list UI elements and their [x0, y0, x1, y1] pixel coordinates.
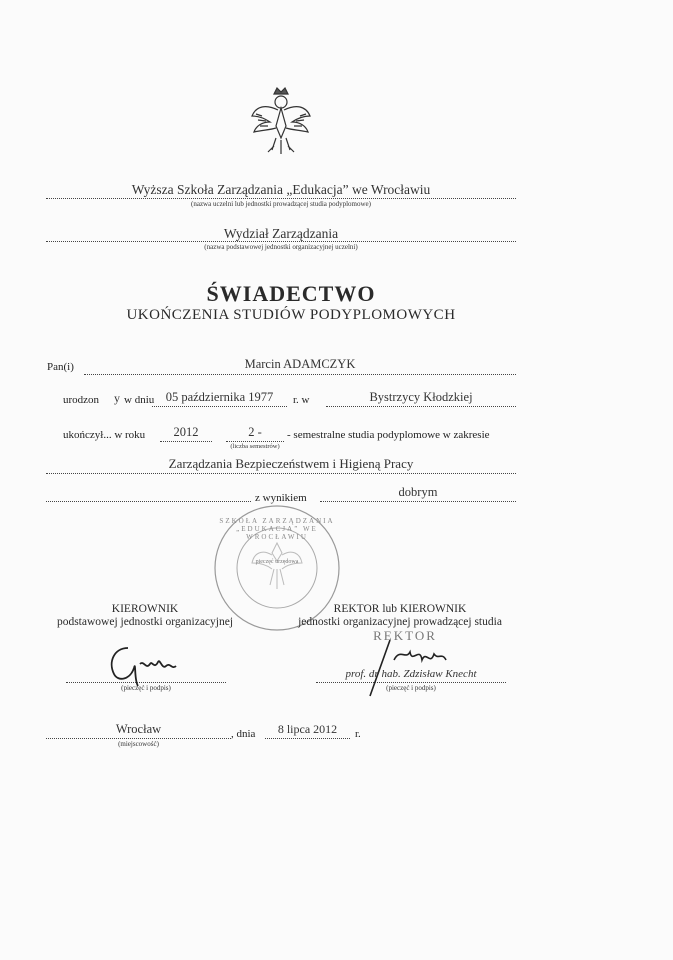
eagle-emblem-icon — [248, 86, 314, 158]
birth-date: 05 października 1977 — [165, 390, 274, 404]
result-value: dobrym — [398, 485, 438, 499]
left-sign-title: KIEROWNIK — [111, 603, 179, 615]
footer-place: Wrocław — [115, 722, 162, 736]
completed-label: ukończył... w roku — [63, 429, 146, 441]
left-sign-caption: (pieczęć i podpis) — [121, 684, 171, 692]
semesters-caption: (liczba semestrów) — [230, 443, 280, 450]
rektor-stamp: REKTOR — [373, 628, 437, 643]
seal-center-text: pieczęć urzędowa — [255, 559, 299, 565]
institution-name: Wyższa Szkoła Zarządzania „Edukacja” we Wrocławiu — [131, 182, 431, 197]
institution-caption: (nazwa uczelni lub jednostki prowadzącej studia podyplomowe) — [191, 200, 371, 208]
result-label: z wynikiem — [255, 492, 307, 504]
faculty-caption: (nazwa podstawowej jednostki organizacyjnej uczelni) — [204, 243, 358, 251]
born-suffix: y — [114, 391, 120, 405]
completion-year: 2012 — [173, 425, 199, 439]
person-name: Marcin ADAMCZYK — [244, 357, 356, 371]
right-sign-subtitle: jednostki organizacyjnej prowadzącej studia — [298, 616, 502, 628]
footer-date-label: , dnia — [231, 728, 256, 740]
right-sign-caption: (pieczęć i podpis) — [386, 684, 436, 692]
footer-place-caption: (miejscowość) — [118, 740, 159, 748]
left-sign-subtitle: podstawowej jednostki organizacyjnej — [56, 616, 234, 628]
field-of-study: Zarządzania Bezpieczeństwem i Higieną Pracy — [168, 456, 414, 471]
document-subtitle: UKOŃCZENIA STUDIÓW PODYPLOMOWYCH — [126, 307, 456, 323]
year-in-label: r. w — [293, 394, 310, 406]
seal-ring-text: SZKOŁA ZARZĄDZANIA „EDUKACJA” WE WROCŁAWIU — [219, 517, 335, 541]
born-label: urodzon — [63, 394, 100, 406]
semesters-count: 2 - — [248, 425, 262, 439]
document-title: ŚWIADECTWO — [206, 281, 376, 306]
footer-date: 8 lipca 2012 — [277, 722, 338, 736]
person-label: Pan(i) — [47, 361, 74, 373]
right-sign-title: REKTOR lub KIEROWNIK — [333, 603, 467, 615]
rector-name: prof. dr hab. Zdzisław Knecht — [345, 668, 477, 680]
completion-tail: - semestralne studia podyplomowe w zakresie — [287, 429, 490, 441]
faculty-name: Wydział Zarządzania — [223, 226, 339, 241]
birth-place: Bystrzycy Kłodzkiej — [369, 390, 473, 404]
day-label: w dniu — [124, 394, 155, 406]
footer-r: r. — [355, 728, 361, 740]
